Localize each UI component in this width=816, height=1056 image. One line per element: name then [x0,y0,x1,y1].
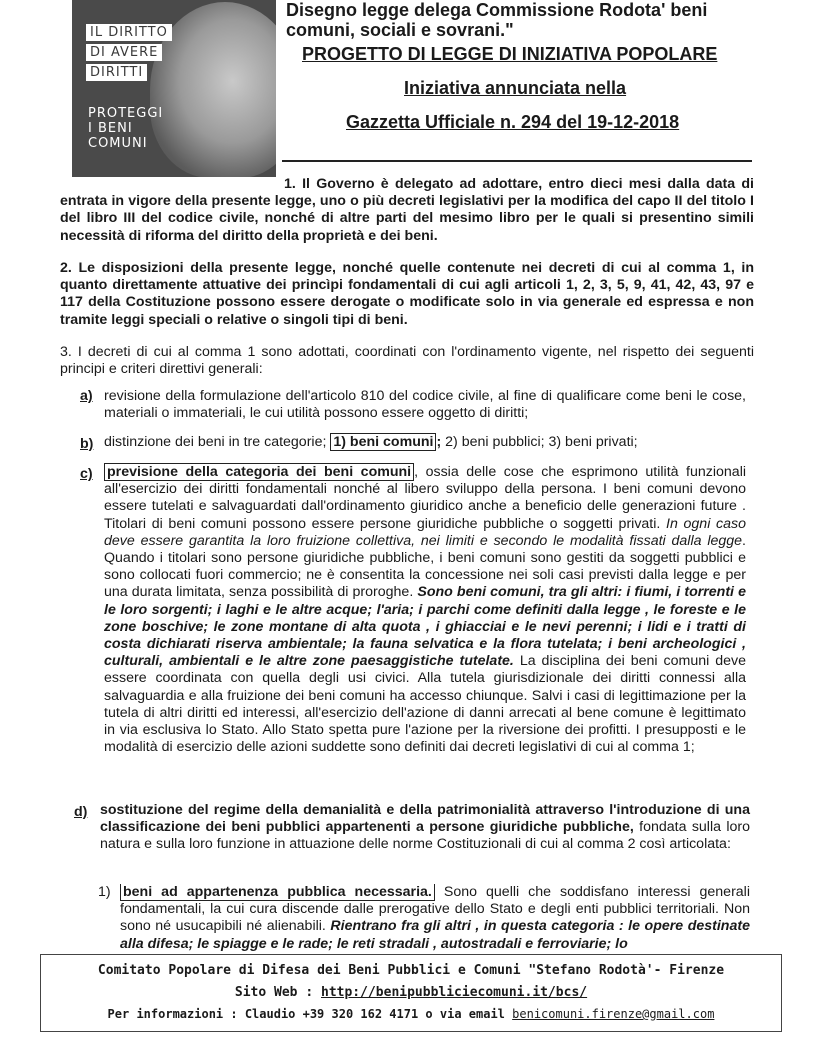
footer-committee: Comitato Popolare di Difesa dei Beni Pubblici e Comuni "Stefano Rodotà'- Firenze [97,963,725,978]
badge-tag-1: IL DIRITTO [86,24,172,41]
item-d-label: d) [74,804,88,820]
item-c-heading: previsione della categoria dei beni comuni [104,463,414,481]
website-link[interactable]: http://benipubbliciecomuni.it/bcs/ [321,985,588,1000]
email-link[interactable]: benicomuni.firenze@gmail.com [512,1007,715,1021]
badge-slogan: PROTEGGI I BENI COMUNI [88,106,164,151]
paragraph-1: 1. Il Governo è delegato ad adottare, entro dieci mesi dalla data di entrata in vigore della presente legge, uno o più decreti legislativi per la modifica del capo II del titolo I del libro III del codice civile, nonché di altre parti del mesimo libro per le quali si presentino simili necessità di riforma del diritto della proprietà e dei beni. [60,176,754,244]
header-line-1: Disegno legge delega Commissione Rodota' beni [286,0,708,20]
campaign-badge-image [72,0,276,177]
doc-title: PROGETTO DI LEGGE DI INIZIATIVA POPOLARE [302,44,718,64]
paragraph-3-intro: 3. I decreti di cui al comma 1 sono adottati, coordinati con l'ordinamento vigente, nel rispetto dei seguenti principi e criteri direttivi generali: [60,344,754,378]
item-c-label: c) [80,466,93,482]
item-b-label: b) [80,436,94,452]
footer-contact: Per informazioni : Claudio +39 320 162 4171 o via email benicomuni.firenze@gmail.com [107,1007,715,1021]
paragraph-2: 2. Le disposizioni della presente legge, nonché quelle contenute nei decreti di cui al comma 1, in quanto direttamente attuative dei princìpi fondamentali di cui agli articoli 1, 2, 3, 5, 9, 41, 42, 43, 97 e 117 della Costituzione possono essere derogate o modificate solo in via generale ed espressa e non tramite leggi speciali o relative o singoli tipi di beni. [60,260,754,328]
item-d1-text: beni ad appartenenza pubblica necessaria. Sono quelli che soddisfano interessi generali fondamentali, la cui cura discende dalle prerogative dello Stato e degli enti pubblici territoriali. Non sono né usucapibili né alienabili. Rientrano fra gli altri , in questa categoria : le opere destinate alla difesa; le spiagge e le rade; le reti stradali , autostradali e ferroviarie; lo [120,884,750,952]
footer-box [40,954,782,1032]
badge-tag-3: DIRITTI [86,64,147,81]
header-line-2: comuni, sociali e sovrani." [286,20,514,40]
item-d-text: sostituzione del regime della demanialità e della patrimonialità attraverso l'introduzione di una classificazione dei beni pubblici appartenenti a persone giuridiche pubbliche, fondata sulla loro natura e sulla loro funzione in attuazione delle norme Costituzionali di cui al comma 2 così articolata: [100,802,750,853]
footer-site: Sito Web : http://benipubbliciecomuni.it/bcs/ [234,985,588,1000]
badge-tag-2: DI AVERE [86,44,162,61]
doc-subtitle-1: Iniziativa annunciata nella [404,78,627,98]
header-divider [282,160,752,162]
doc-subtitle-2: Gazzetta Ufficiale n. 294 del 19-12-2018 [346,112,680,132]
item-b-text: distinzione dei beni in tre categorie; 1) beni comuni ; 2) beni pubblici; 3) beni privati; [104,434,638,450]
item-d1-label: 1) [98,884,111,900]
beni-comuni-list: Sono beni comuni, tra gli altri: i fiumi, i torrenti e le loro sorgenti; i laghi e le altre acque; l'aria; i parchi come definiti dalla legge , le foreste e le zone boschive; le zone montane di alta quota , i ghiacciai e le nevi perenni; i lidi e i tratti di costa dichiarati riserva ambientale; la fauna selvatica e la flora tutelata; i beni archeologici , culturali, ambientali e le altre zone paesaggistiche tutelate. [104,584,746,670]
item-a-text: revisione della formulazione dell'articolo 810 del codice civile, al fine di qualificare come beni le cose, materiali o immateriali, le cui utilità possono essere oggetto di diritti; [104,388,746,422]
item-c-text: previsione della categoria dei beni comuni , ossia delle cose che esprimono utilità funzionali all'esercizio dei diritti fondamentali nonché al libero sviluppo della persona. I beni comuni devono essere tutelati e salvaguardati dall'ordinamento giuridico anche a beneficio delle generazioni future . Titolari di beni comuni possono essere persone giuridiche pubbliche o soggetti privati. In ogni caso deve essere garantita la loro fruizione collettiva, nei limiti e secondo le modalità fissati dalla legge. Quando i titolari sono persone giuridiche pubbliche, i beni comuni sono gestiti da soggetti pubblici e sono collocati fuori commercio; ne è consentita la concessione nei soli casi previsti dalla legge e per una durata limitata, senza possibilità di proroghe. Sono beni comuni, tra gli altri: i fiumi, i torrenti e le loro sorgenti; i laghi e le altre acque; l'aria; i parchi come definiti dalla legge , le foreste e le zone boschive; le zone montane di alta quota , i ghiacciai e le nevi perenni; i lidi e i tratti di costa dichiarati riserva ambientale; la fauna selvatica e la flora tutelata; i beni archeologici , culturali, ambientali e le altre zone paesaggistiche tutelate. La disciplina dei beni comuni deve essere coordinata con quella degli usi civici. Alla tutela giurisdizionale dei diritti connessi alla salvaguardia e alla fruizione dei beni comuni ha accesso chiunque. Salvi i casi di legittimazione per la tutela di altri diritti ed interessi, all'esercizio dell'azione di danni arrecati al bene comune è legittimato in via esclusiva lo Stato. Allo Stato spetta pure l'azione per la riversione dei profitti. I presupposti e le modalità di esercizio delle azioni suddette sono definiti dai decreti legislativi di cui al comma 1; [104,464,746,756]
beni-comuni-boxed: 1) beni comuni [330,433,436,451]
item-d1-heading: beni ad appartenenza pubblica necessaria. [120,884,435,901]
item-a-label: a) [80,388,93,404]
